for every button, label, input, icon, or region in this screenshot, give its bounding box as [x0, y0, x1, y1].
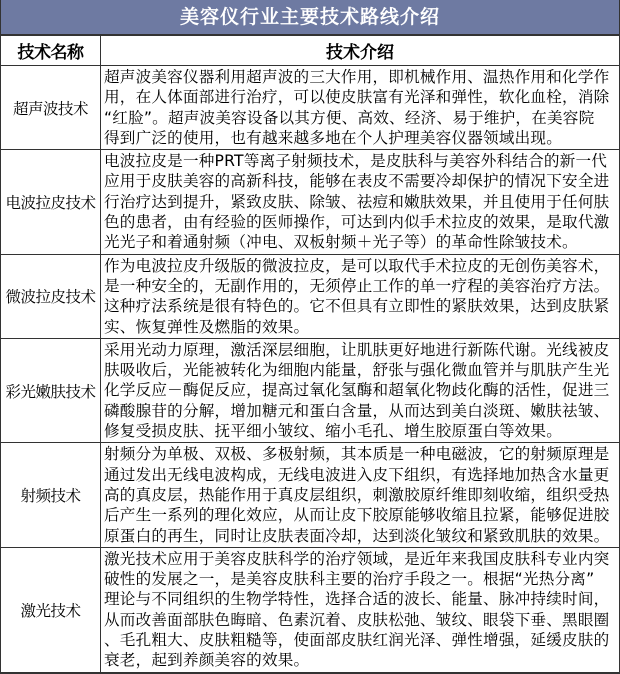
header-name: 技术名称 [1, 36, 101, 66]
description-line: 理论与不同组织的生物学特性，选择合适的波长、能量、脉冲持续时间， [104, 590, 610, 609]
description-line: 激光技术应用于美容皮肤科学的治疗领域，是近年来我国皮肤科专业内突 [104, 549, 610, 568]
tech-description [101, 66, 620, 150]
description-line: 电波拉皮是一种PRT等离子射频技术，是皮肤科与美容外科结合的新一代 [104, 152, 608, 171]
description-line: 是一种安全的，无副作用的，无须停止工作的单一疗程的美容治疗方法。 [104, 276, 610, 295]
description-line: 超声波美容仪器利用超声波的三大作用，即机械作用、温热作用和化学作 [104, 68, 610, 86]
tech-name: 电波拉皮技术 [1, 150, 101, 254]
description-line: 应用于皮肤美容的高新科技，能够在表皮不需要冷却保护的情况下安全进 [104, 172, 610, 191]
description-line: 高的真皮层，热能作用于真皮层组织，刺激胶原纤维即刻收缩，组织受热 [104, 485, 610, 504]
table-row [1, 254, 619, 338]
tech-name: 彩光嫩肤技术 [1, 338, 101, 442]
table-row [1, 150, 619, 254]
header-row [1, 36, 619, 66]
description-line: 从而改善面部肤色晦暗、色素沉着、皮肤松弛、皱纹、眼袋下垂、黑眼圈 [104, 610, 610, 629]
description-line: “红脸”。超声波美容设备以其方便、高效、经济、易于维护，在美容院 [104, 108, 595, 127]
table-row [1, 338, 619, 442]
header-desc: 技术介绍 [101, 36, 620, 66]
tech-description [101, 254, 620, 338]
tech-description [101, 338, 620, 442]
description-line: 这种疗法系统是很有特色的。它不但具有立即性的紧肤效果，达到皮肤紧 [104, 297, 610, 316]
description-line: 射频分为单极、双极、多极射频，其本质是一种电磁波，它的射频原理是 [104, 445, 610, 464]
description-line: 采用光动力原理，激活深层细胞，让肌肤更好地进行新陈代谢。光线被皮 [104, 340, 610, 359]
description-line: 行治疗达到提升，紧致皮肤、除皱、祛痘和嫩肤效果，并且使用于任何肤 [104, 192, 610, 211]
tech-name: 射频技术 [1, 443, 101, 547]
description-line: 色的患者，由有经验的医师操作，可达到内似手术拉皮的效果，是取代激 [104, 213, 610, 232]
description-line: 磷酸腺苷的分解，增加糖元和蛋白含量，从而达到美白淡斑、嫩肤祛皱、 [104, 401, 610, 420]
description-line: 化学反应－酶促反应，提高过氧化氢酶和超氧化物歧化酶的活性，促进三 [104, 381, 610, 400]
tech-table [1, 35, 619, 673]
description-line: 修复受损皮肤、抚平细小皱纹、缩小毛孔、增生胶原蛋白等效果。 [104, 422, 563, 441]
tech-description [101, 547, 620, 672]
description-line: 破性的发展之一，是美容皮肤科主要的治疗手段之一。根据“光热分离” [104, 570, 595, 589]
description-line: 肤吸收后，光能被转化为细胞内能量，舒张与强化微血管并与肌肤产生光 [104, 361, 610, 380]
tech-name: 激光技术 [1, 547, 101, 672]
tech-description [101, 443, 620, 547]
description-line: 作为电波拉皮升级版的微波拉皮，是可以取代手术拉皮的无创伤美容术， [104, 256, 610, 275]
tech-description [101, 150, 620, 254]
table-row [1, 443, 619, 547]
description-line: 实、恢复弹性及燃脂的效果。 [104, 317, 310, 336]
tech-name: 微波拉皮技术 [1, 254, 101, 338]
table-title: 美容仪行业主要技术路线介绍 [1, 0, 619, 35]
description-line: 光光子和着通射频（冲电、双板射频＋光子等）的革命性除皱技术。 [104, 233, 578, 252]
description-line: 衰老，起到养颜美容的效果。 [104, 651, 310, 670]
table-row [1, 66, 619, 150]
description-line: 、毛孔粗大、皮肤粗糙等，使面部皮肤红润光泽、弹性增强，延缓皮肤的 [104, 631, 610, 650]
description-line: 后产生一系列的理化效应，从而让皮下胶原能够收缩且拉紧，能够促进胶 [104, 506, 610, 525]
description-line: 通过发出无线电波构成，无线电波进入皮下组织，有选择地加热含水量更 [104, 465, 610, 484]
table-row [1, 547, 619, 672]
description-line: 原蛋白的再生，同时让皮肤表面冷却，达到淡化皱纹和紧致肌肤的效果。 [104, 526, 610, 545]
description-line: 用，在人体面部进行治疗，可以使皮肤富有光泽和弹性，软化血栓，消除 [104, 88, 610, 107]
tech-name: 超声波技术 [1, 66, 101, 150]
description-line: 得到广泛的使用，也有越来越多地在个人护理美容仪器领域出现。 [104, 128, 563, 147]
